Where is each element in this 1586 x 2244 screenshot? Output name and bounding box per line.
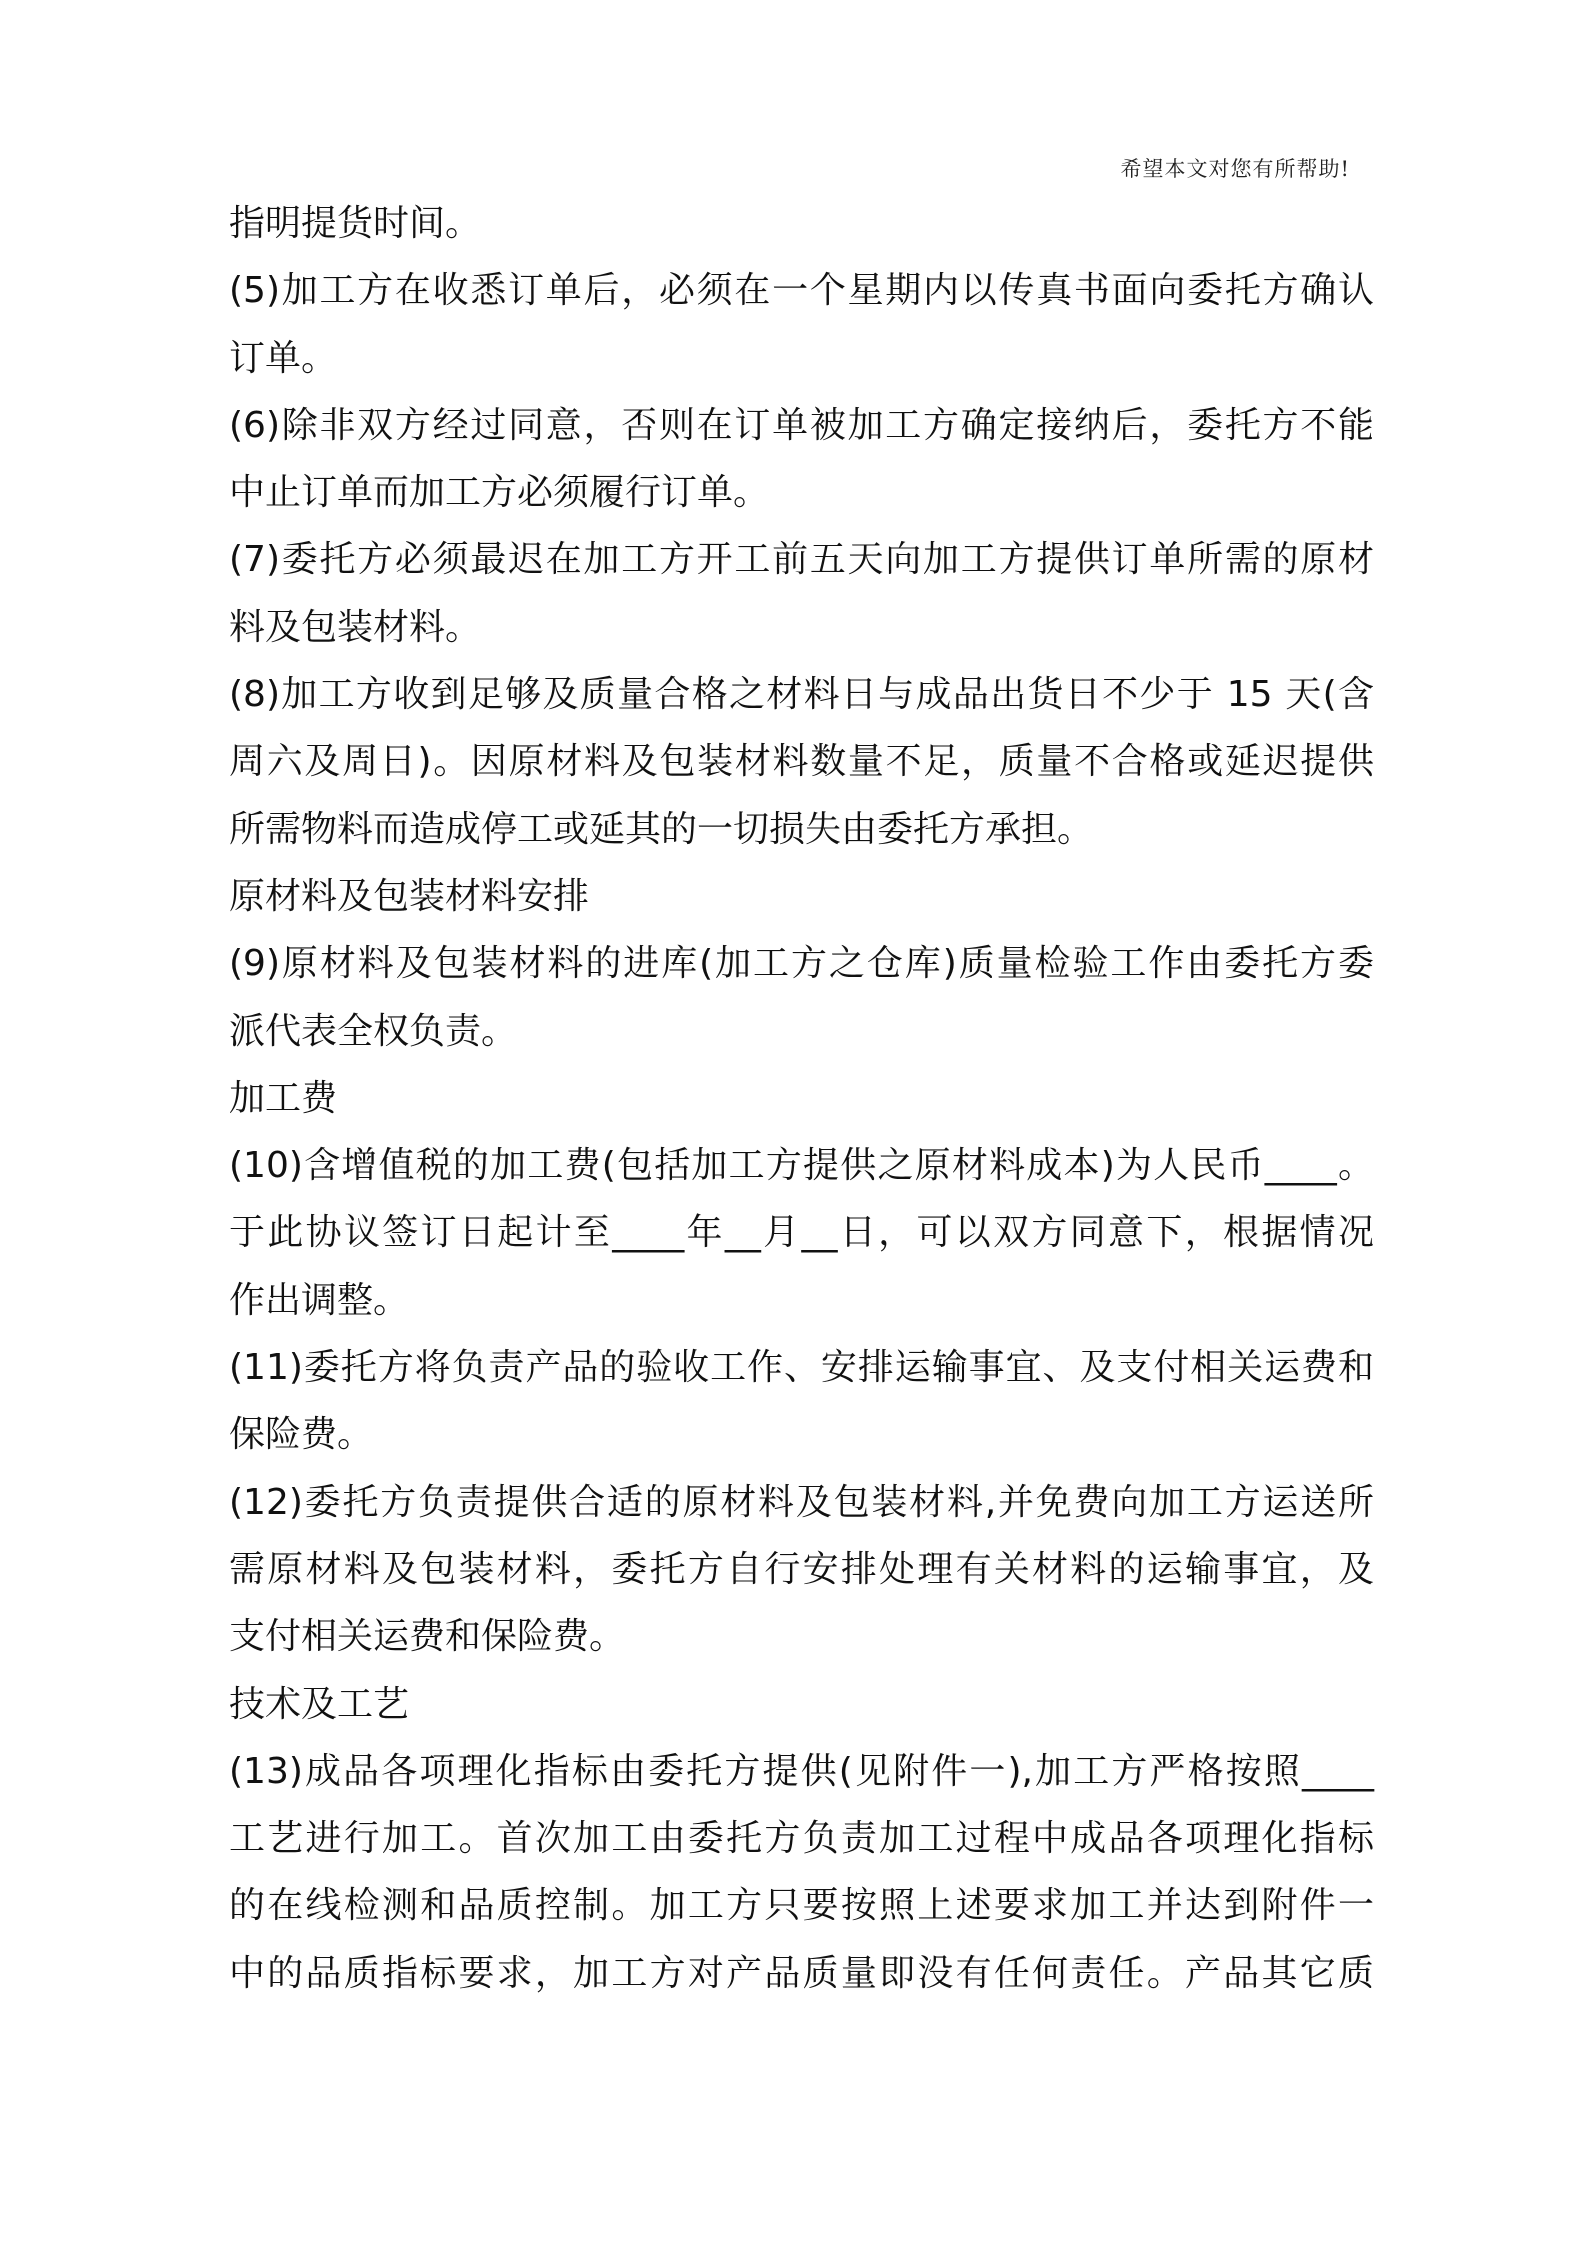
text-line: (5)加工方在收悉订单后，必须在一个星期内以传真书面向委托方确认 — [229, 270, 1374, 312]
header-note: 希望本文对您有所帮助! — [1120, 157, 1350, 181]
text-line: (6)除非双方经过同意，否则在订单被加工方确定接纳后，委托方不能 — [229, 404, 1374, 446]
text-line: (13)成品各项理化指标由委托方提供(见附件一),加工方严格按照____ — [229, 1750, 1374, 1792]
text-line: 的在线检测和品质控制。加工方只要按照上述要求加工并达到附件一 — [229, 1885, 1374, 1927]
text-line: 工艺进行加工。首次加工由委托方负责加工过程中成品各项理化指标 — [229, 1818, 1374, 1860]
text-line: 中止订单而加工方必须履行订单。 — [229, 472, 770, 514]
text-line: (12)委托方负责提供合适的原材料及包装材料,并免费向加工方运送所 — [229, 1481, 1374, 1523]
text-line: 保险费。 — [229, 1414, 374, 1456]
text-line: (7)委托方必须最迟在加工方开工前五天向加工方提供订单所需的原材 — [229, 539, 1374, 581]
text-line: 订单。 — [229, 337, 338, 379]
text-line: (8)加工方收到足够及质量合格之材料日与成品出货日不少于 15 天(含 — [229, 674, 1374, 716]
text-line: 技术及工艺 — [229, 1683, 410, 1725]
text-line: 加工费 — [229, 1077, 338, 1119]
text-line: 周六及周日)。因原材料及包装材料数量不足，质量不合格或延迟提供 — [229, 741, 1374, 783]
text-line: 所需物料而造成停工或延其的一切损失由委托方承担。 — [229, 808, 1094, 850]
text-line: (10)含增值税的加工费(包括加工方提供之原材料成本)为人民币____。 — [229, 1145, 1374, 1187]
document-body — [229, 190, 1374, 2007]
text-line: 指明提货时间。 — [229, 203, 482, 244]
text-line: 料及包装材料。 — [229, 606, 482, 648]
text-line: 于此协议签订日起计至____年__月__日，可以双方同意下，根据情况 — [229, 1212, 1374, 1254]
text-line: 派代表全权负责。 — [229, 1010, 518, 1052]
text-line: 作出调整。 — [229, 1279, 410, 1321]
text-line: 支付相关运费和保险费。 — [229, 1616, 626, 1658]
text-line: (11)委托方将负责产品的验收工作、安排运输事宜、及支付相关运费和 — [229, 1347, 1374, 1389]
text-line: (9)原材料及包装材料的进库(加工方之仓库)质量检验工作由委托方委 — [229, 943, 1374, 985]
text-line: 原材料及包装材料安排 — [229, 875, 590, 917]
text-line: 需原材料及包装材料，委托方自行安排处理有关材料的运输事宜，及 — [229, 1548, 1374, 1590]
text-line: 中的品质指标要求，加工方对产品质量即没有任何责任。产品其它质 — [229, 1952, 1374, 1994]
